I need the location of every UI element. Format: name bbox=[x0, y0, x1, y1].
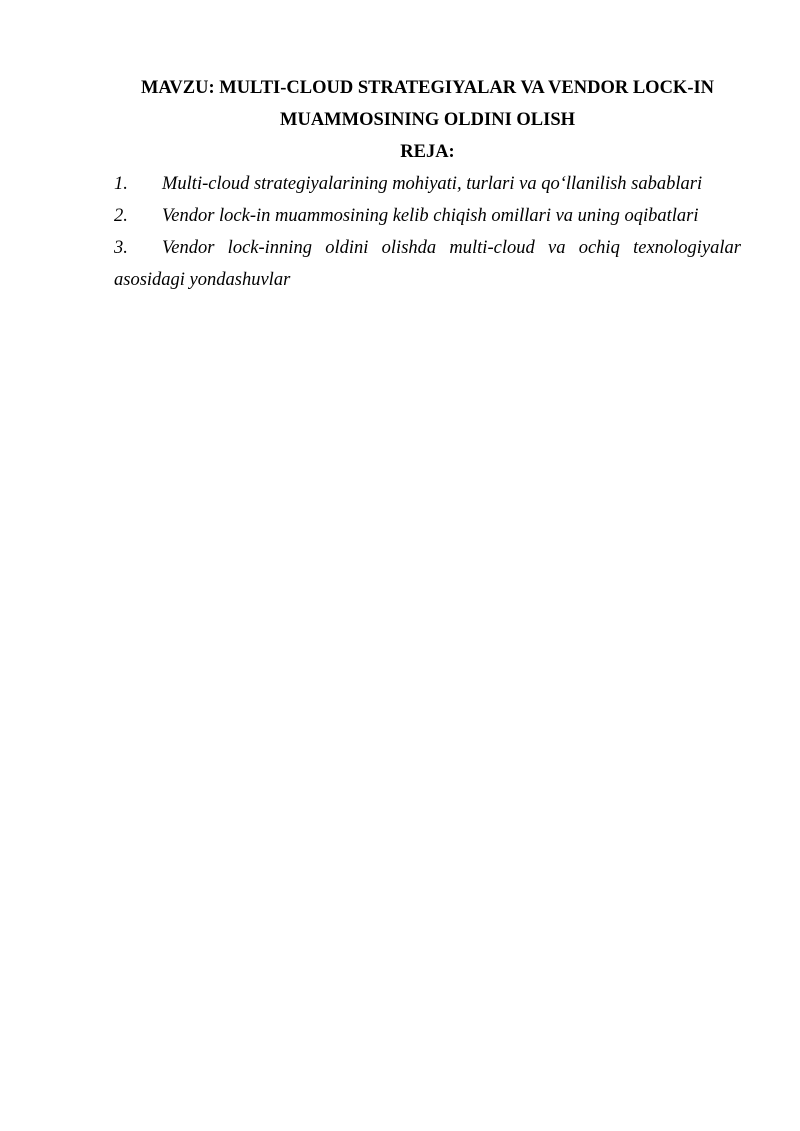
plan-item-text: Vendor lock-inning oldini olishda multi-cloud va ochiq texnologiyalar asosidagi yondashuvlar bbox=[114, 238, 741, 290]
plan-item bbox=[114, 200, 741, 232]
plan-item-number: 1. bbox=[114, 174, 128, 194]
plan-item-text: Vendor lock-in muammosining kelib chiqish omillari va uning oqibatlari bbox=[162, 206, 699, 226]
plan-item bbox=[114, 168, 741, 200]
plan-list bbox=[114, 168, 741, 296]
document-page bbox=[114, 72, 741, 296]
document-title: MAVZU: MULTI-CLOUD STRATEGIYALAR VA VENDOR LOCK-IN MUAMMOSINING OLDINI OLISH bbox=[140, 78, 715, 130]
plan-item bbox=[114, 232, 741, 296]
plan-heading: REJA: bbox=[400, 142, 455, 162]
plan-item-number: 3. bbox=[114, 238, 128, 258]
plan-item-text: Multi-cloud strategiyalarining mohiyati, turlari va qo‘llanilish sabablari bbox=[162, 174, 703, 194]
plan-item-number: 2. bbox=[114, 206, 128, 226]
